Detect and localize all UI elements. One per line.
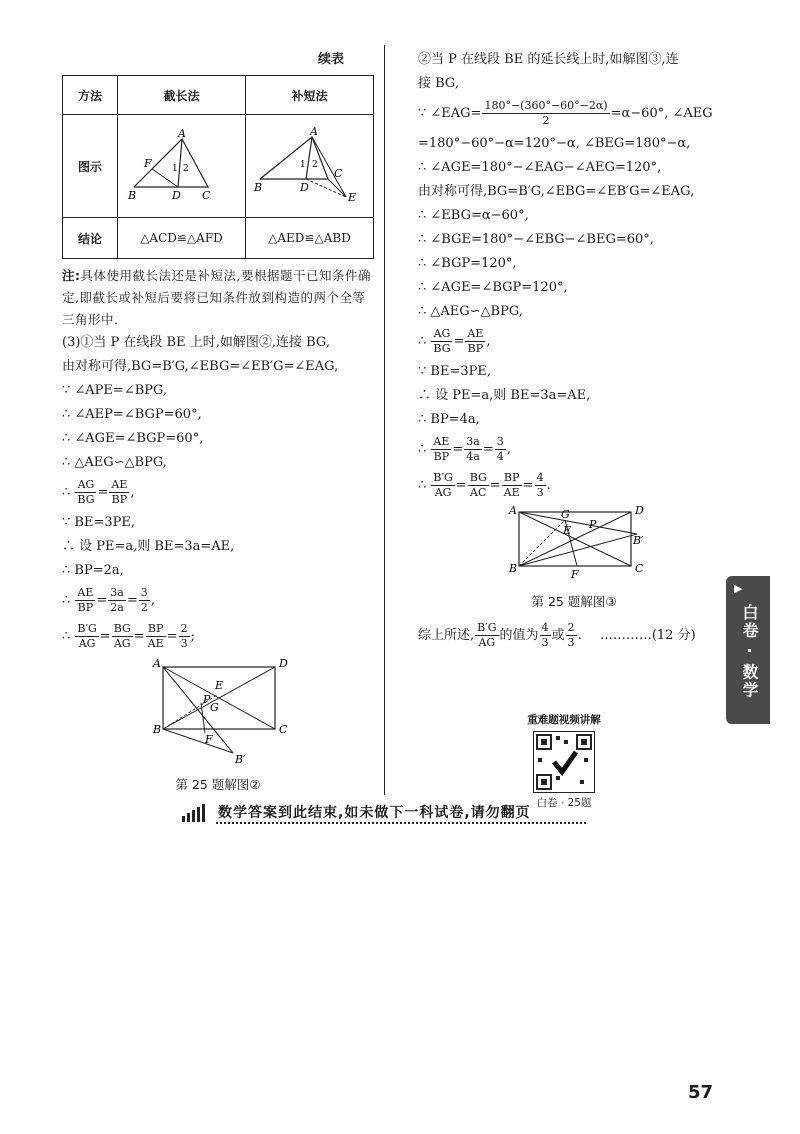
fraction (468, 471, 489, 500)
svg-text:2: 2 (182, 163, 189, 174)
eq-suffix: , (486, 334, 491, 349)
denominator: 3 (567, 636, 575, 649)
eq-suffix: . (546, 478, 551, 493)
solution-line: (3)①当 P 在线段 BE 上时,如解图②,连接 BG, (62, 335, 330, 350)
svg-text:A: A (509, 506, 517, 517)
fraction (566, 621, 577, 650)
fraction (535, 471, 546, 500)
summary-suffix: . (577, 628, 582, 643)
solution-line: =180°−60°−α=120°−α, ∠BEG=180°−α, (418, 136, 691, 151)
eq-suffix: , (130, 485, 135, 500)
conclusion-cut-long: △ACD≌△AFD (118, 218, 246, 259)
svg-text:G: G (561, 508, 570, 521)
fraction (146, 622, 166, 651)
numerator: B′G (77, 622, 97, 635)
numerator: 3a (466, 435, 480, 448)
fraction-equation: ∴ $\frac{B'G}{AG}$ = $\frac{BG}{AC}$ = $\frac{BP}{AE}$ = $\frac{4}{3}$ . (418, 471, 551, 499)
numerator: B′G (477, 621, 497, 634)
svg-text:D: D (299, 180, 309, 194)
svg-text:C: C (333, 166, 342, 180)
fraction (179, 622, 190, 651)
header-cut-long: 截长法 (118, 76, 246, 115)
denominator: 4a (466, 450, 480, 463)
svg-text:A: A (153, 659, 161, 670)
chevron-right-icon: ▶ (734, 582, 743, 595)
solution-line: ∴ ∠BGE=180°−∠EBG−∠BEG=60°, (418, 232, 654, 247)
fraction (475, 621, 498, 650)
conclusion-fill-short: △AED≌△ABD (246, 218, 374, 259)
fraction-equation: ∴ $\frac{AE}{BP}$ = $\frac{3a}{2a}$ = $\frac{3}{2}$ , (62, 586, 155, 614)
end-notice (180, 800, 590, 826)
svg-text:B: B (153, 723, 162, 736)
numerator: 4 (536, 471, 544, 484)
qr-code-icon[interactable] (533, 731, 595, 793)
denominator: AG (78, 637, 96, 650)
denominator: BP (77, 601, 94, 614)
qr-title: 重难题视频讲解 (527, 714, 601, 726)
figure-3-caption: 第 25 题解图③ (531, 594, 617, 609)
svg-text:E: E (563, 524, 572, 537)
video-qr-box (520, 712, 608, 810)
solution-line: ∴ △AEG∽△BPG, (418, 304, 523, 319)
svg-text:D: D (635, 506, 644, 517)
svg-text:C: C (279, 723, 288, 736)
summary-or: 或 (551, 628, 565, 643)
denominator: BG (433, 342, 451, 355)
fraction (112, 622, 133, 651)
solution-line: 由对称可得,BG=B′G,∠EBG=∠EB′G=∠EAG, (418, 184, 695, 199)
numerator: 3a (110, 586, 124, 599)
note-head: 注: (62, 268, 81, 283)
denominator: 3 (536, 486, 544, 499)
svg-text:2: 2 (311, 159, 318, 170)
eq-prefix: ∵ ∠EAG= (418, 106, 482, 121)
svg-text:D: D (171, 188, 181, 202)
svg-text:B: B (509, 562, 518, 575)
right-column (418, 48, 730, 654)
denominator: AE (147, 637, 164, 650)
numerator: BG (113, 622, 131, 635)
svg-text:D: D (279, 659, 288, 670)
solution-line: ∴ ∠BGP=120°, (418, 256, 517, 271)
figure-2 (62, 659, 374, 793)
svg-text:B: B (127, 188, 136, 202)
svg-text:B′: B′ (235, 753, 246, 766)
denominator: AG (434, 486, 452, 499)
denominator: 2 (140, 601, 148, 614)
solution-line: ∵ BE=3PE, (62, 515, 135, 530)
eq-suffix: ; (190, 629, 195, 644)
row-diagram-label: 图示 (63, 115, 118, 218)
solution-line: ∴ △AEG∽△BPG, (62, 455, 167, 470)
fraction-equation: ∴ $\frac{AE}{BP}$ = $\frac{3a}{4a}$ = $\frac{3}{4}$ , (418, 435, 511, 463)
solution-line: ∴ ∠AGE=180°−∠EAG−∠AEG=120°, (418, 160, 662, 175)
eq-prefix: ∴ (62, 485, 75, 500)
solution-line: ∴ ∠AGE=∠BGP=120°, (418, 280, 568, 295)
svg-text:C: C (201, 188, 210, 202)
solution-line: ∴ ∠AGE=∠BGP=60°, (62, 431, 204, 446)
denominator: BP (111, 493, 128, 506)
fraction (482, 99, 609, 128)
fraction (139, 586, 150, 615)
numerator: 2 (180, 622, 188, 635)
method-note (62, 265, 374, 331)
denominator: BP (433, 450, 450, 463)
eq-prefix: ∴ (62, 593, 75, 608)
denominator: BG (77, 493, 95, 506)
numerator: 180°−(360°−60°−2α) (484, 99, 608, 112)
eq-suffix: , (150, 593, 155, 608)
note-body: 具体使用截长法还是补短法,要根据题干已知条件确定,即截长或补短后要将已知条件放到构造的两个全等三角形中. (62, 268, 371, 327)
numerator: 4 (541, 621, 549, 634)
numerator: 2 (567, 621, 575, 634)
diagram-fill-short (246, 115, 374, 218)
fraction-equation: ∴ $\frac{AG}{BG}$ = $\frac{AE}{BP}$ , (62, 478, 135, 506)
denominator: AC (470, 486, 487, 499)
numerator: AE (77, 586, 94, 599)
denominator: 2a (110, 601, 124, 614)
eq-prefix: ∴ (62, 629, 75, 644)
continued-label: 续表 (317, 52, 344, 67)
figure-3 (418, 506, 730, 610)
side-tab-label: 白卷 · 数学 (740, 604, 759, 700)
fraction (109, 478, 129, 507)
svg-text:P: P (589, 518, 597, 531)
numerator: AE (467, 327, 484, 340)
fraction (431, 435, 451, 464)
svg-text:1: 1 (171, 163, 178, 174)
summary-line (418, 618, 730, 654)
fraction (431, 471, 454, 500)
svg-text:F: F (571, 568, 579, 581)
svg-text:P: P (203, 693, 211, 706)
column-divider (384, 45, 385, 795)
denominator: 3 (180, 637, 188, 650)
header-fill-short: 补短法 (246, 76, 374, 115)
solution-line: ∵ ∠APE=∠BPG, (62, 383, 168, 398)
denominator: 2 (542, 114, 550, 127)
numerator: AG (75, 478, 96, 493)
row-conclusion-label: 结论 (63, 218, 118, 259)
eq-suffix: =α−60°, ∠AEG (610, 106, 713, 121)
svg-text:F: F (143, 156, 152, 170)
qr-label: 白卷 · 25题 (536, 797, 592, 809)
fraction (75, 622, 98, 651)
fraction (464, 435, 482, 464)
solution-line: 接 BG, (418, 76, 459, 91)
fraction (108, 586, 126, 615)
numerator: AG (431, 327, 452, 342)
fraction-equation: ∴ $\frac{B'G}{AG}$ = $\frac{BG}{AG}$ = $\frac{BP}{AE}$ = $\frac{2}{3}$ ; (62, 622, 195, 650)
fraction-equation (418, 96, 730, 132)
solution-line: ②当 P 在线段 BE 的延长线上时,如解图③,连 (418, 52, 679, 67)
summary-mid: 的值为 (499, 628, 539, 643)
left-column (62, 48, 374, 793)
svg-text:B: B (253, 180, 262, 194)
fraction (540, 621, 551, 650)
numerator: 3 (496, 435, 504, 448)
svg-text:C: C (635, 562, 644, 575)
score-label: …………(12 分) (599, 628, 696, 643)
fraction-equation: ∴ $\frac{AG}{BG}$ = $\frac{AE}{BP}$ , (418, 327, 491, 355)
numerator: BP (146, 622, 166, 637)
fraction (465, 327, 485, 356)
denominator: AG (478, 636, 496, 649)
solution-line: ∵ BE=3PE, (418, 364, 491, 379)
methods-table (62, 75, 374, 259)
svg-text:F: F (205, 733, 213, 746)
summary-prefix: 综上所述, (418, 628, 475, 643)
numerator: AE (433, 435, 450, 448)
eq-prefix: ∴ (418, 442, 431, 457)
svg-text:G: G (210, 701, 219, 714)
fraction (75, 478, 96, 507)
svg-text:A: A (309, 124, 318, 138)
diagram-cut-long (118, 115, 246, 218)
eq-prefix: ∴ (418, 334, 431, 349)
dotted-rule (216, 822, 586, 824)
denominator: BP (467, 342, 484, 355)
fraction (495, 435, 506, 464)
end-notice-text: 数学答案到此结束,如未做下一科试卷,请勿翻页 (218, 805, 531, 821)
denominator: 3 (541, 636, 549, 649)
numerator: BP (502, 471, 522, 486)
solution-line: ∴ ∠EBG=α−60°, (418, 208, 529, 223)
numerator: B′G (433, 471, 453, 484)
solution-line: ∴ 设 PE=a,则 BE=3a=AE, (62, 539, 235, 554)
solution-line: ∴ ∠AEP=∠BGP=60°, (62, 407, 202, 422)
eq-suffix: , (506, 442, 511, 457)
denominator: AE (503, 486, 520, 499)
fraction (431, 327, 452, 356)
numerator: AE (111, 478, 128, 491)
svg-text:E: E (215, 679, 224, 692)
solution-line: ∴ 设 PE=a,则 BE=3a=AE, (418, 388, 591, 403)
svg-text:1: 1 (299, 159, 306, 170)
denominator: AG (113, 637, 131, 650)
fraction (502, 471, 522, 500)
fraction (75, 586, 95, 615)
page-number: 57 (688, 1082, 714, 1103)
eq-prefix: ∴ (418, 478, 431, 493)
denominator: 4 (496, 450, 504, 463)
svg-text:E: E (347, 190, 356, 204)
side-tab (726, 576, 770, 724)
svg-text:B′: B′ (633, 534, 644, 547)
signal-bars-icon (180, 804, 210, 822)
numerator: 3 (140, 586, 148, 599)
solution-line: 由对称可得,BG=B′G,∠EBG=∠EB′G=∠EAG, (62, 359, 339, 374)
numerator: BG (469, 471, 487, 484)
solution-line: ∴ BP=2a, (62, 563, 124, 578)
figure-2-caption: 第 25 题解图② (175, 777, 261, 792)
svg-text:A: A (177, 126, 186, 140)
header-method: 方法 (63, 76, 118, 115)
solution-line: ∴ BP=4a, (418, 412, 480, 427)
